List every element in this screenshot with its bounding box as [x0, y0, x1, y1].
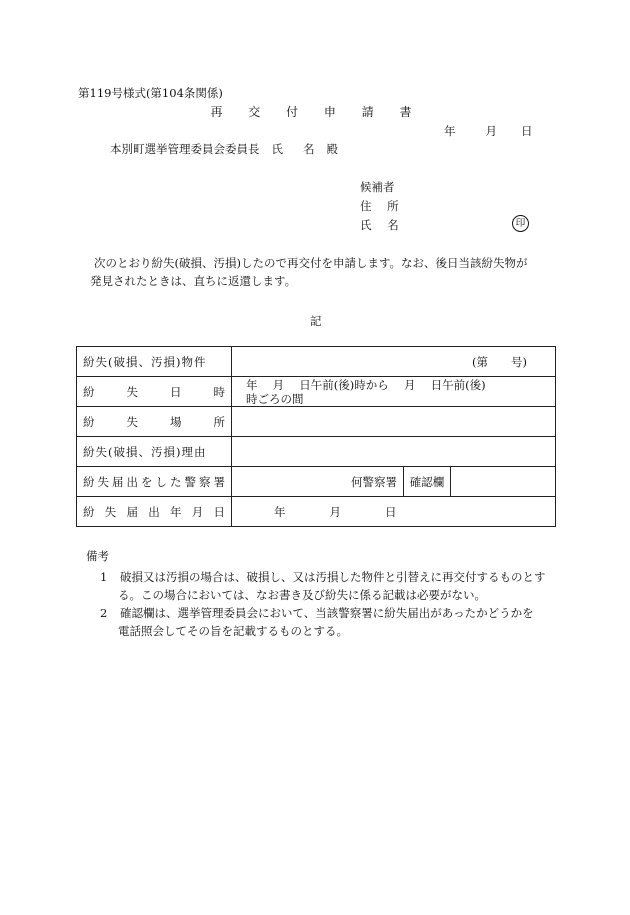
addressee-name-1: 氏 [271, 142, 283, 156]
note-line2: る。この場合においては、なお書き及び紛失に係る記載は必要がない。 [118, 588, 486, 602]
document-title: 再 交 付 申 請 書 [210, 105, 423, 119]
police-station-field[interactable] [232, 475, 403, 489]
note-line1: 破損又は汚損の場合は、破損し、又は汚損した物件と引替えに再交付するものとす [120, 570, 546, 584]
application-date [444, 123, 533, 139]
police-station-suffix: 何警察署 [351, 474, 397, 489]
note-line2: 電話照会してその旨を記載するものとする。 [118, 624, 348, 638]
confirm-field[interactable] [450, 467, 555, 496]
datetime-line2: 時ごろの間 [246, 391, 304, 406]
addressee-title: 本別町選挙管理委員会委員長 [110, 142, 260, 156]
seal-mark: 印 [512, 215, 529, 232]
lost-datetime-field[interactable] [232, 377, 556, 407]
label-lost-place: 紛 失 場 所 [77, 407, 232, 437]
note-item [100, 604, 570, 640]
report-date-month: 月 [329, 504, 341, 519]
applicant-role: 候補者 [360, 180, 395, 194]
date-year: 年 [444, 124, 456, 138]
label-lost-reason: 紛失(破損、汚損)理由 [77, 437, 232, 467]
request-statement-line1: 次のとおり紛失(破損、汚損)したので再交付を申請します。なお、後日当該紛失物が [94, 256, 528, 270]
note-number: 1 [100, 570, 108, 584]
table-row [77, 377, 556, 407]
table-row [77, 437, 556, 467]
lost-item-field[interactable] [232, 347, 556, 377]
note-number: 2 [100, 606, 108, 620]
note-item [100, 568, 570, 604]
lost-place-field[interactable] [232, 407, 556, 437]
form-number: 第119号様式(第104条関係) [78, 86, 223, 100]
lost-reason-field[interactable] [232, 437, 556, 467]
datetime-line1: 年 月 日午前(後)時から 月 日午前(後) [246, 377, 486, 392]
table-row [77, 467, 556, 497]
report-date-field[interactable] [232, 497, 556, 527]
request-statement-line2: 発見されたときは、直ちに返還します。 [90, 274, 297, 288]
label-lost-item: 紛失(破損、汚損)物件 [77, 347, 232, 377]
item-number: (第 号) [472, 354, 527, 369]
label-police-station: 紛 失 届 出 を し た 警 察 署 [77, 467, 232, 497]
table-row [77, 497, 556, 527]
date-month: 月 [485, 124, 497, 138]
date-day: 日 [521, 124, 533, 138]
application-table [76, 346, 556, 527]
police-station-cell [232, 467, 556, 497]
table-row [77, 407, 556, 437]
addressee-name-2: 名 [303, 142, 315, 156]
confirm-label: 確認欄 [403, 467, 450, 496]
table-row [77, 347, 556, 377]
label-lost-datetime: 紛 失 日 時 [77, 377, 232, 407]
ki-heading: 記 [310, 314, 322, 328]
notes-title: 備考 [86, 549, 109, 563]
applicant-address-label: 住 所 [360, 199, 405, 213]
note-line1: 確認欄は、選挙管理委員会において、当該警察署に紛失届出があったかどうかを [120, 606, 534, 620]
request-statement [78, 254, 568, 290]
report-date-year: 年 [274, 504, 286, 519]
addressee-suffix: 殿 [326, 142, 338, 156]
report-date-day: 日 [385, 504, 397, 519]
addressee [110, 141, 338, 157]
applicant-name-label: 氏 名 [360, 218, 405, 232]
label-report-date: 紛 失 届 出 年 月 日 [77, 497, 232, 527]
